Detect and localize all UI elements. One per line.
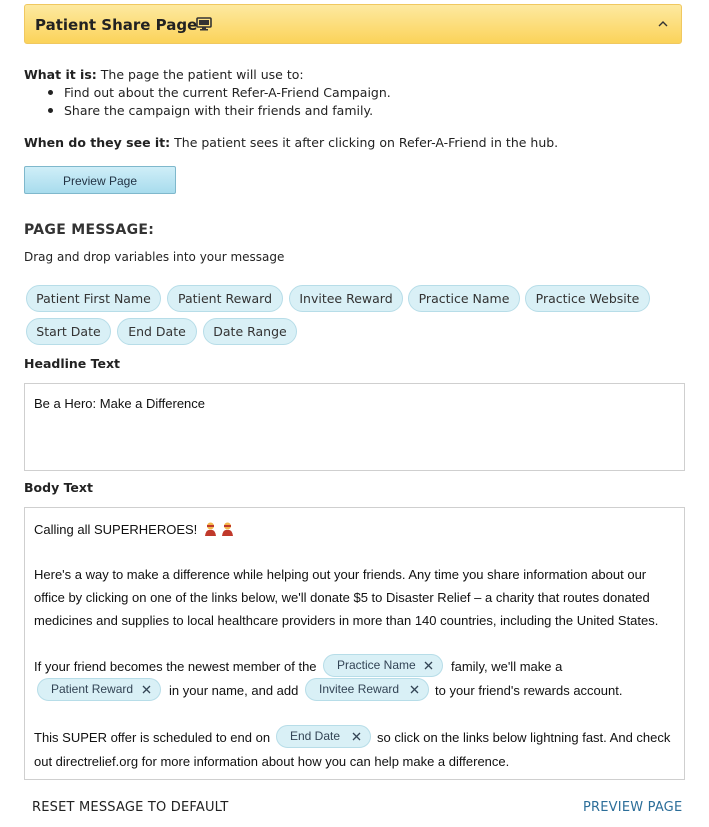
variable-chip-patient-first-name[interactable]: Patient First Name [26,285,161,312]
close-icon[interactable] [352,732,361,741]
purpose-list [48,84,391,120]
body-label: Body Text [24,480,93,495]
body-paragraph-text: family, we'll make a [451,659,563,674]
inserted-variable-chip[interactable] [276,725,371,748]
panel-header[interactable] [24,4,682,44]
when-seen-text: The patient sees it after clicking on Refer-A-Friend in the hub. [170,135,559,150]
chevron-up-icon[interactable] [657,18,669,30]
headline-input[interactable] [24,383,685,471]
variable-chip-patient-reward[interactable]: Patient Reward [167,285,283,312]
body-paragraph-line: medicines and supplies to local healthcare providers in more than 140 countries, including the United States. [34,613,659,628]
variable-chip-date-range[interactable]: Date Range [203,318,297,345]
superhero-emoji [220,521,235,536]
when-seen-label: When do they see it: [24,135,171,150]
inserted-variable-chip[interactable] [323,654,443,677]
panel-title: Patient Share Page [35,16,198,34]
chip-label: Invitee Reward [319,682,400,696]
preview-page-link[interactable]: PREVIEW PAGE [583,800,683,815]
close-icon[interactable] [142,685,151,694]
body-paragraph-text: in your name, and add [169,683,299,698]
body-paragraph-text: so click on the links below lightning fast. And check [377,730,671,745]
inserted-variable-chip[interactable] [305,678,429,701]
close-icon[interactable] [410,685,419,694]
when-seen [24,134,558,152]
variable-chip-start-date[interactable]: Start Date [26,318,111,345]
chip-label: End Date [290,729,341,743]
inserted-variable-chip[interactable] [37,678,161,701]
what-it-is-text: The page the patient will use to: [96,67,304,82]
variable-chip-practice-website[interactable]: Practice Website [525,285,650,312]
body-paragraph-text: If your friend becomes the newest member of the [34,659,317,674]
what-it-is-label: What it is: [24,67,97,82]
variable-chip-invitee-reward[interactable]: Invitee Reward [289,285,403,312]
monitor-icon [196,17,212,31]
drag-hint: Drag and drop variables into your message [24,250,285,264]
list-item: Find out about the current Refer-A-Friend Campaign. [48,84,391,102]
body-greeting-text: Calling all SUPERHEROES! [34,522,198,537]
variable-chip-practice-name[interactable]: Practice Name [408,285,520,312]
body-paragraph-text: to your friend's rewards account. [435,683,623,698]
body-paragraph-text: out directrelief.org for more information about how you can help make a difference. [34,754,510,769]
chip-label: Practice Name [337,658,416,672]
headline-label: Headline Text [24,356,121,371]
body-greeting [34,521,235,537]
chip-label: Patient Reward [51,682,134,696]
body-paragraph-line: office by clicking on one of the links below, we'll donate $5 to Disaster Relief – a charity that routes donated [34,590,650,605]
close-icon[interactable] [424,661,433,670]
list-item: Share the campaign with their friends and family. [48,102,391,120]
reset-message-button[interactable]: RESET MESSAGE TO DEFAULT [32,800,229,815]
headline-value: Be a Hero: Make a Difference [34,396,206,411]
what-it-is [24,66,304,84]
body-editor[interactable] [24,507,685,780]
body-paragraph-line: Here's a way to make a difference while helping out your friends. Any time you share information about our [34,567,647,582]
variable-chip-end-date[interactable]: End Date [117,318,197,345]
superhero-emoji [203,521,218,536]
page-message-title: PAGE MESSAGE: [24,222,155,238]
body-paragraph-text: This SUPER offer is scheduled to end on [34,730,271,745]
preview-page-button[interactable]: Preview Page [24,166,176,194]
